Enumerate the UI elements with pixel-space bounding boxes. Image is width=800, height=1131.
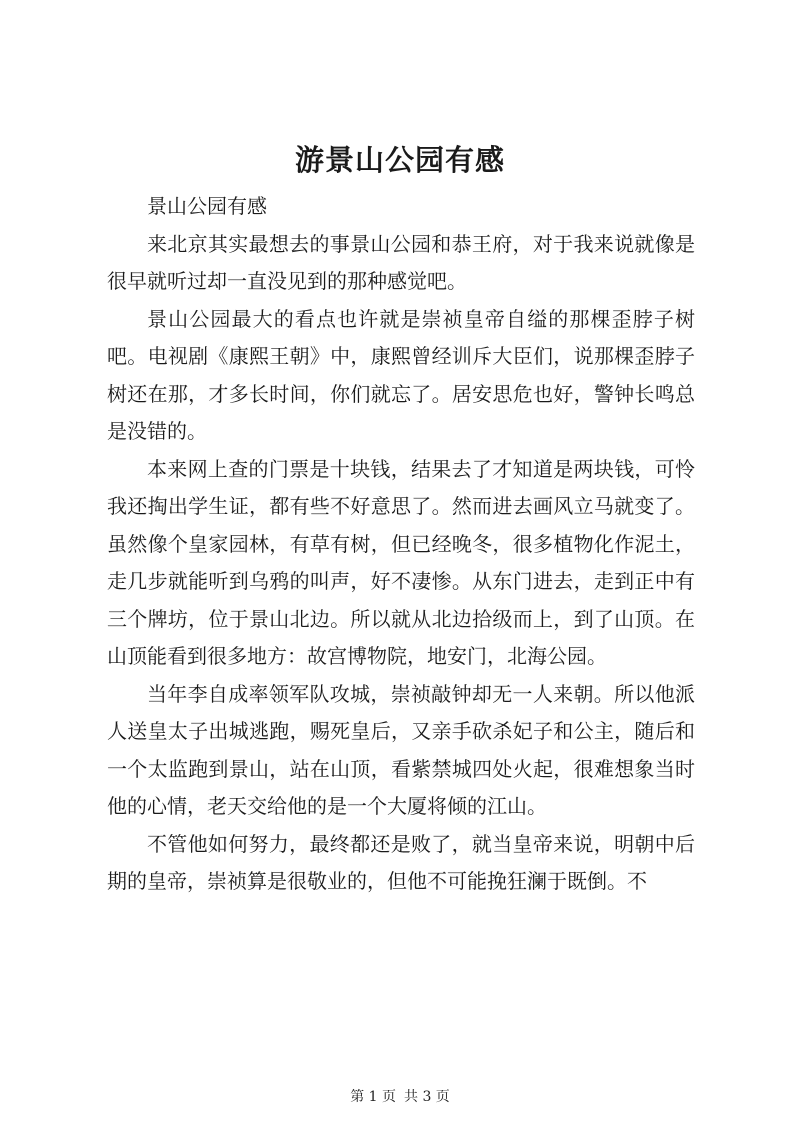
paragraph: 不管他如何努力，最终都还是败了，就当皇帝来说，明朝中后期的皇帝，崇祯算是很敬业的，但他不可能挽狂澜于既倒。不: [107, 831, 695, 893]
page-total: 共 3 页: [404, 1089, 450, 1105]
paragraph: 景山公园最大的看点也许就是崇祯皇帝自缢的那棵歪脖子树吧。电视剧《康熙王朝》中，康熙曾经训斥大臣们，说那棵歪脖子树还在那，才多长时间，你们就忘了。居安思危也好，警钟长鸣总是没错的。: [107, 306, 695, 443]
document-title: 游景山公园有感: [294, 143, 505, 177]
document-body: [107, 188, 695, 901]
paragraph: 当年李自成率领军队攻城，崇祯敲钟却无一人来朝。所以他派人送皇太子出城逃跑，赐死皇后，又亲手砍杀妃子和公主，随后和一个太监跑到景山，站在山顶，看紫禁城四处火起，很难想象当时他的心情，老天交给他的是一个大厦将倾的江山。: [107, 681, 695, 818]
paragraph-subtitle: 景山公园有感: [147, 194, 267, 218]
page-number: 第 1 页: [350, 1089, 396, 1105]
page-footer: [0, 1086, 800, 1106]
paragraph: 来北京其实最想去的事景山公园和恭王府，对于我来说就像是很早就听过却一直没见到的那种感觉吧。: [107, 231, 695, 293]
paragraph: 本来网上查的门票是十块钱，结果去了才知道是两块钱，可怜我还掏出学生证，都有些不好意思了。然而进去画风立马就变了。虽然像个皇家园林，有草有树，但已经晚冬，很多植物化作泥土，走几步就能听到乌鸦的叫声，好不凄惨。从东门进去，走到正中有三个牌坊，位于景山北边。所以就从北边拾级而上，到了山顶。在山顶能看到很多地方：故宫博物院，地安门，北海公园。: [107, 456, 695, 668]
